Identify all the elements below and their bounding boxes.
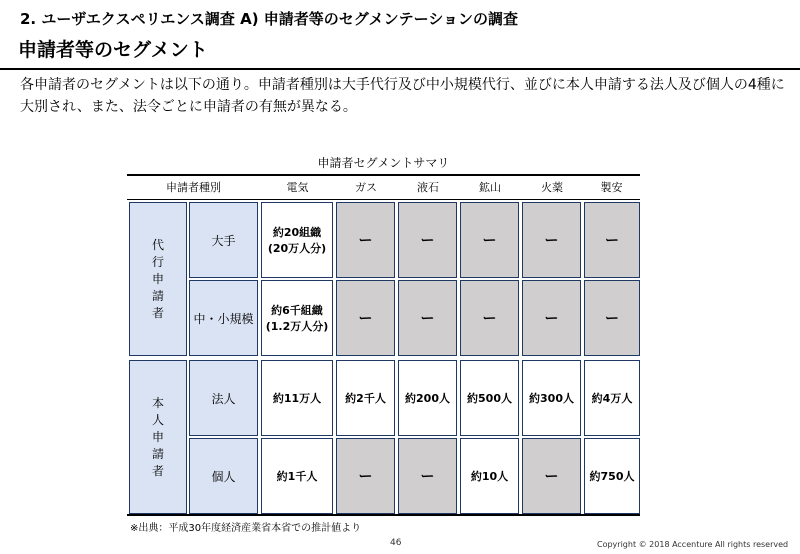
copyright-text: Copyright © 2018 Accenture All rights reserved — [597, 540, 789, 549]
table-bottom-rule — [127, 514, 640, 516]
table-cell: 約1千人 — [261, 438, 333, 514]
table-cell: ー — [336, 438, 395, 514]
table-cell: 約10人 — [460, 438, 519, 514]
table-cell: ー — [398, 280, 457, 356]
table-cell: 約6千組織 (1.2万人分) — [261, 280, 333, 356]
table-cell: ー — [522, 280, 581, 356]
table-cell: ー — [398, 438, 457, 514]
table-cell: 約4万人 — [584, 360, 640, 436]
slide-title: 申請者等のセグメント — [18, 39, 208, 61]
row-label: 法人 — [189, 360, 258, 436]
row-label: 中・小規模 — [189, 280, 258, 356]
table-cell: 約750人 — [584, 438, 640, 514]
table-cell: ー — [522, 202, 581, 278]
table-cell: ー — [398, 202, 457, 278]
row-label: 大手 — [189, 202, 258, 278]
table-caption: 申請者セグメントサマリ — [317, 156, 450, 170]
table-cell: 約11万人 — [261, 360, 333, 436]
column-header-gas: ガス — [355, 181, 377, 194]
group-label: 代 行 申 請 者 — [129, 202, 187, 356]
header-rule — [127, 199, 640, 200]
description-text: 各申請者のセグメントは以下の通り。申請者種別は大手代行及び中小規模代行、並びに本人申請する法人及び個人の4種に大別され、また、法令ごとに申請者の有無が異なる。 — [20, 77, 785, 115]
column-header-explosives: 火薬 — [541, 181, 563, 194]
section-header: 2. ユーザエクスペリエンス調査 A) 申請者等のセグメンテーションの調査 — [20, 10, 519, 28]
column-header-product-safety: 製安 — [600, 181, 623, 194]
row-label: 個人 — [189, 438, 258, 514]
table-cell: 約500人 — [460, 360, 519, 436]
column-header-mining: 鉱山 — [479, 181, 501, 194]
table-cell: ー — [336, 202, 395, 278]
table-top-rule — [127, 174, 640, 176]
group-label: 本 人 申 請 者 — [129, 360, 187, 514]
page-number: 46 — [390, 538, 402, 548]
table-cell: ー — [522, 438, 581, 514]
table-cell: 約20組織 (20万人分) — [261, 202, 333, 278]
table-cell: 約300人 — [522, 360, 581, 436]
table-cell: ー — [584, 280, 640, 356]
column-header-electricity: 電気 — [286, 181, 309, 194]
table-cell: ー — [584, 202, 640, 278]
column-header-lpg: 液石 — [417, 181, 439, 194]
table-cell: ー — [460, 202, 519, 278]
title-divider — [0, 68, 800, 70]
table-cell: ー — [336, 280, 395, 356]
table-cell: ー — [460, 280, 519, 356]
type-column-header: 申請者種別 — [166, 181, 221, 194]
table-cell: 約2千人 — [336, 360, 395, 436]
source-footnote: ※出典：平成30年度経済産業省本省での推計値より — [130, 523, 362, 534]
table-cell: 約200人 — [398, 360, 457, 436]
